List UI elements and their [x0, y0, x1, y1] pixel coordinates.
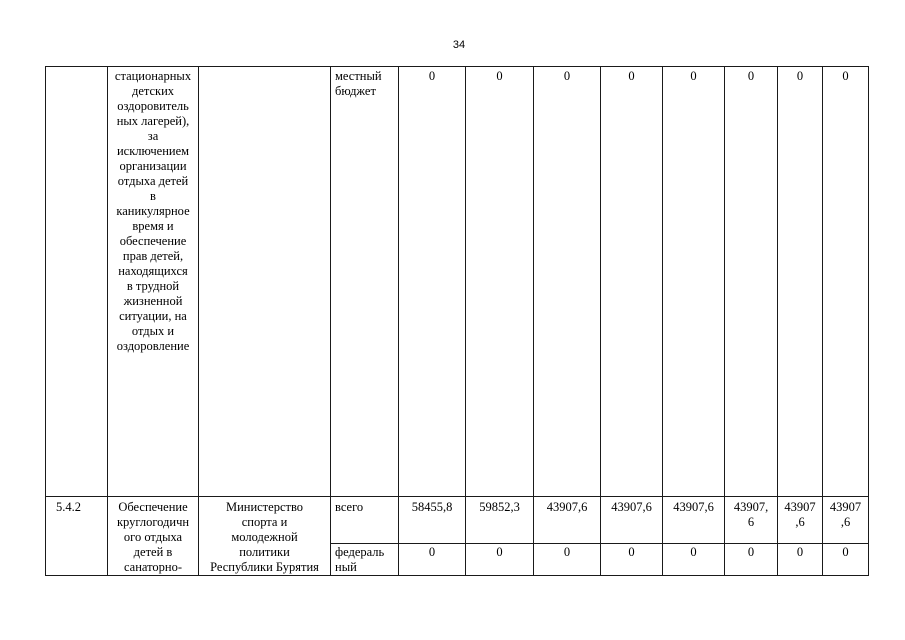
value-cell: 0 — [823, 67, 869, 497]
value-cell: 43907,6 — [534, 497, 601, 544]
funding-source-cell: всего — [331, 497, 399, 544]
value-cell: 0 — [399, 544, 466, 576]
value-cell: 0 — [466, 67, 534, 497]
executor-cell: Министерство спорта и молодежной политики Республики Бурятия — [199, 497, 331, 576]
table-row — [46, 497, 869, 544]
funding-source-cell: местный бюджет — [331, 67, 399, 497]
value-cell: 0 — [399, 67, 466, 497]
description-cell: стационарных детских оздоровитель ных лагерей), за исключением организации отдыха детей в каникулярное время и обеспечение прав детей, находящихся в трудной жизненной ситуации, на отдых и оздоровление — [108, 67, 199, 497]
page-number: 34 — [452, 39, 466, 51]
value-cell: 43907 ,6 — [823, 497, 869, 544]
budget-table — [45, 66, 869, 576]
description-cell: Обеспечение круглогодичн ого отдыха детей в санаторно- — [108, 497, 199, 576]
value-cell: 0 — [725, 544, 778, 576]
value-cell: 0 — [778, 67, 823, 497]
value-cell: 59852,3 — [466, 497, 534, 544]
item-number-cell — [46, 67, 108, 497]
value-cell: 0 — [823, 544, 869, 576]
value-cell: 58455,8 — [399, 497, 466, 544]
value-cell: 43907, 6 — [725, 497, 778, 544]
value-cell: 43907 ,6 — [778, 497, 823, 544]
value-cell: 0 — [663, 67, 725, 497]
value-cell: 43907,6 — [601, 497, 663, 544]
value-cell: 0 — [534, 67, 601, 497]
value-cell: 0 — [778, 544, 823, 576]
value-cell: 0 — [725, 67, 778, 497]
value-cell: 0 — [534, 544, 601, 576]
table-row — [46, 67, 869, 497]
value-cell: 0 — [663, 544, 725, 576]
value-cell: 43907,6 — [663, 497, 725, 544]
value-cell: 0 — [466, 544, 534, 576]
executor-cell — [199, 67, 331, 497]
funding-source-cell: федераль ный — [331, 544, 399, 576]
value-cell: 0 — [601, 544, 663, 576]
item-number-cell: 5.4.2 — [46, 497, 108, 576]
value-cell: 0 — [601, 67, 663, 497]
